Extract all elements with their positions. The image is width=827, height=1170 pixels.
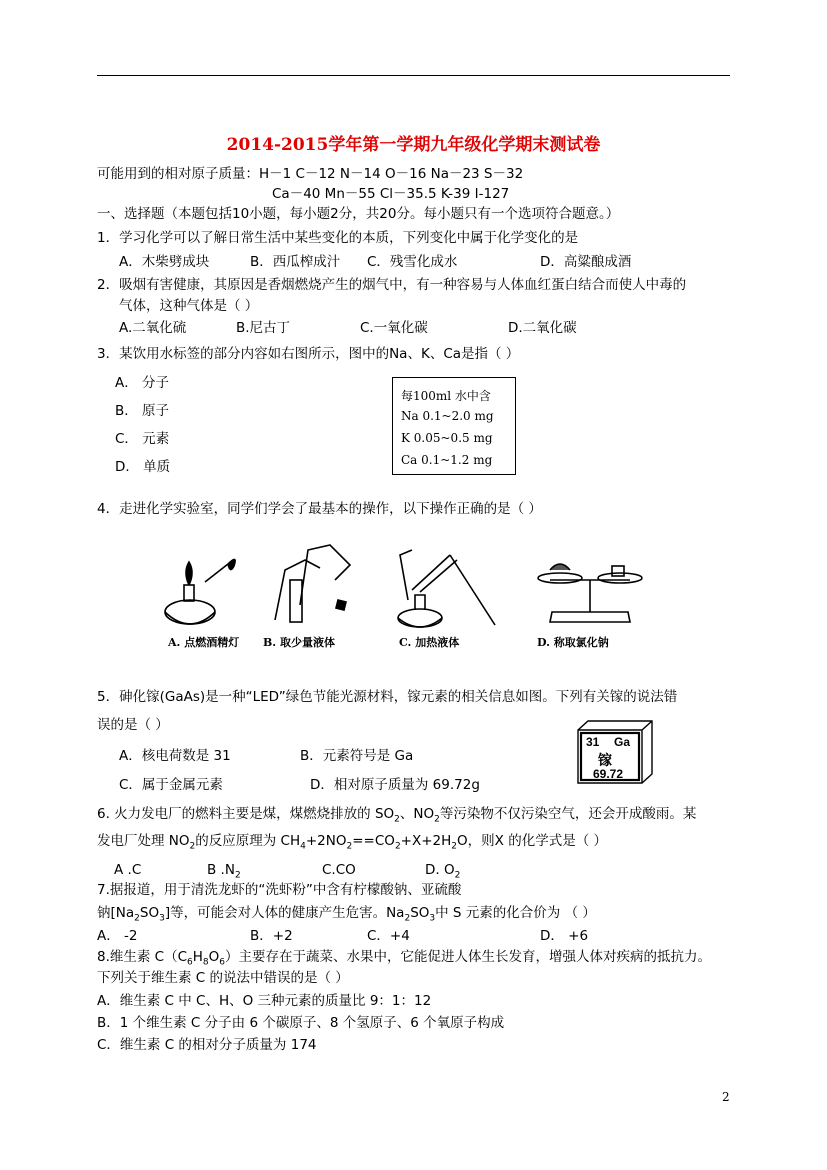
q3-option-a: A． 分子 [115, 375, 170, 391]
q1-option-a: A．木柴劈成块 [119, 254, 210, 270]
question-4: 4．走进化学实验室，同学们学会了最基本的操作，以下操作正确的是（ ） [97, 501, 542, 517]
q2-option-a: A.二氧化硫 [119, 320, 187, 336]
gallium-symbol: Ga [614, 735, 631, 749]
question-6-cont: 发电厂处理 $NO_2$的反应原理为 $CH_4+2NO_2==CO_2+X+2H_2O$，则X 的化学式是（ ） [97, 833, 607, 852]
q2-option-c: C.一氧化碳 [360, 320, 428, 336]
q2-option-d: D.二氧化碳 [508, 320, 577, 336]
q3-option-c: C． 元素 [115, 431, 170, 447]
water-label-k: K 0.05~0.5 mg [401, 431, 493, 445]
q4-label-a: A. 点燃酒精灯 [168, 636, 240, 649]
atomic-mass-line-2: Ca－40 Mn－55 Cl－35.5 K-39 I-127 [272, 186, 510, 202]
page-title: 2014-2015学年第一学期九年级化学期末测试卷 [226, 135, 601, 155]
gallium-name: 镓 [598, 753, 612, 769]
q8-option-b: B．1 个维生素 C 分子由 6 个碳原子、8 个氢原子、6 个氧原子构成 [97, 1015, 505, 1031]
q4-label-c: C. 加热液体 [399, 636, 460, 649]
q7-option-c: C．+4 [367, 928, 410, 944]
question-5: 5．砷化镓(GaAs)是一种“LED”绿色节能光源材料，镓元素的相关信息如图。下列有关镓的说法错 [97, 689, 678, 705]
q6-option-a: A .C [114, 862, 142, 878]
q7-option-b: B．+2 [250, 928, 293, 944]
q8-option-c: C．维生素 C 的相对分子质量为 174 [97, 1037, 317, 1053]
gallium-mass: 69.72 [593, 767, 624, 781]
q3-option-b: B． 原子 [115, 403, 170, 419]
section-heading: 一、选择题（本题包括10小题，每小题2分，共20分。每小题只有一个选项符合题意。） [97, 206, 620, 222]
q5-option-d: D．相对原子质量为 69.72g [310, 777, 480, 793]
question-2-cont: 气体，这种气体是（ ） [119, 298, 259, 314]
water-label-na: Na 0.1~2.0 mg [401, 409, 494, 423]
q7-option-d: D． +6 [540, 928, 589, 944]
question-2: 2．吸烟有害健康，其原因是香烟燃烧产生的烟气中，有一种容易与人体血红蛋白结合而使人中毒的 [97, 277, 687, 293]
question-8: 8.维生素 $C(C_6H_8O_6)$主要存在于蔬菜、水果中，它能促进人体生长发育，增强人体对疾病的抵抗力。 [97, 949, 712, 968]
q4-label-b: B. 取少量液体 [263, 636, 335, 649]
question-8-cont: 下列关于维生素 C 的说法中错误的是（ ） [97, 970, 349, 986]
atomic-mass-line-1: 可能用到的相对原子质量：H－1 C－12 N－14 O－16 Na－23 S－32 [97, 166, 524, 182]
q3-option-d: D． 单质 [115, 459, 171, 475]
header-rule [97, 75, 730, 76]
q5-option-b: B．元素符号是 Ga [300, 748, 414, 764]
water-label-box [392, 377, 516, 475]
q5-option-a: A．核电荷数是 31 [119, 748, 231, 764]
gallium-number: 31 [586, 735, 600, 749]
water-label-heading: 每100ml 水中含 [401, 389, 491, 403]
q6-option-d: D. $O_2$ [425, 862, 461, 881]
question-7: 7.据报道，用于清洗龙虾的“洗虾粉”中含有柠檬酸钠、亚硫酸 [97, 882, 462, 898]
q6-option-c: C.CO [322, 862, 356, 878]
q7-option-a: A． -2 [97, 928, 138, 944]
q8-option-a: A．维生素 C 中 C、H、O 三种元素的质量比 9：1：12 [97, 993, 432, 1009]
q6-option-b: B $.N_2$ [207, 862, 241, 881]
page-number: 2 [722, 1090, 730, 1104]
q1-option-b: B．西瓜榨成汁 [250, 254, 341, 270]
lab-operations-illustration [150, 540, 650, 635]
q5-option-c: C．属于金属元素 [119, 777, 223, 793]
question-3: 3．某饮用水标签的部分内容如右图所示，图中的Na、K、Ca是指（ ） [97, 346, 520, 362]
question-1: 1．学习化学可以了解日常生活中某些变化的本质，下列变化中属于化学变化的是 [97, 230, 579, 246]
q4-label-d: D. 称取氯化钠 [537, 636, 609, 649]
water-label-ca: Ca 0.1~1.2 mg [401, 453, 493, 467]
q1-option-d: D．高粱酿成酒 [540, 254, 632, 270]
question-7-cont: 钠$[Na_2SO_3]$等，可能会对人体的健康产生危害。$Na_2SO_3$中 S 元素的化合价为 （ ） [97, 905, 596, 924]
question-6: 6. 火力发电厂的燃料主要是煤，煤燃烧排放的 $SO_2$、$NO_2$等污染物不仅污染空气，还会开成酸雨。某 [97, 806, 697, 825]
q2-option-b: B.尼古丁 [236, 320, 291, 336]
question-5-cont: 误的是（ ） [97, 717, 169, 733]
q1-option-c: C．残雪化成水 [367, 254, 458, 270]
